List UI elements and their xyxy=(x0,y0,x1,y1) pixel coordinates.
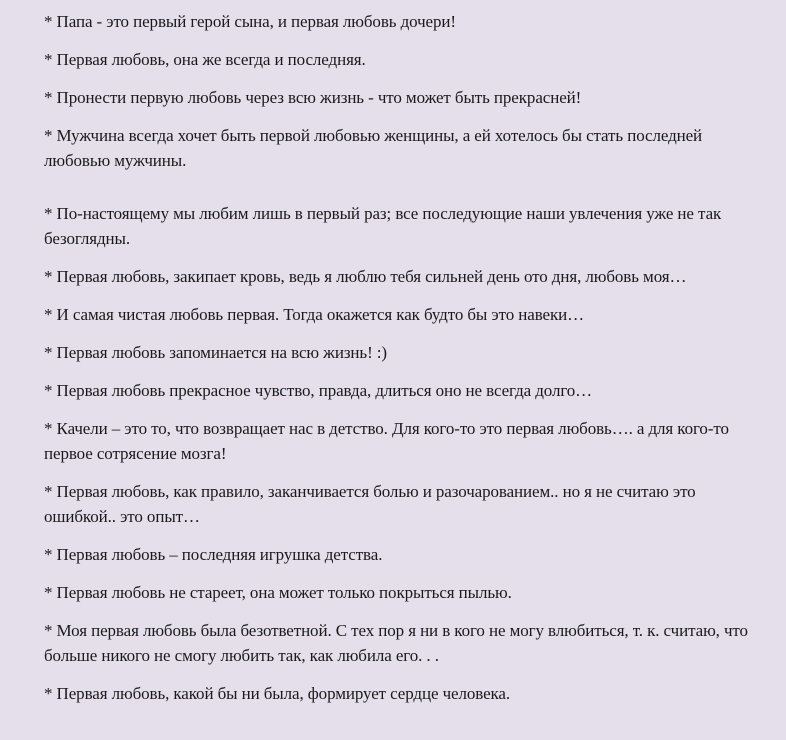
quote-item: * Первая любовь, как правило, заканчивается болью и разочарованием.. но я не считаю это ошибкой.. это опыт… xyxy=(44,482,696,526)
quote-item: * Моя первая любовь была безответной. С тех пор я ни в кого не могу влюбиться, т. к. считаю, что больше никого не смогу любить так, как любила его. . . xyxy=(44,621,748,665)
quote-item: * И самая чистая любовь первая. Тогда окажется как будто бы это навеки… xyxy=(44,305,585,324)
quote-item: * Мужчина всегда хочет быть первой любовью женщины, а ей хотелось бы стать последней любовью мужчины. xyxy=(44,126,703,170)
quote-item: * Первая любовь, закипает кровь, ведь я люблю тебя сильней день ото дня, любовь моя… xyxy=(44,267,687,286)
quote-item: * Первая любовь запоминается на всю жизнь! :) xyxy=(44,343,387,362)
quote-item: * Первая любовь не стареет, она может только покрыться пылью. xyxy=(44,583,512,602)
quote-item: * Первая любовь – последняя игрушка детства. xyxy=(44,545,383,564)
quote-item: * Первая любовь, какой бы ни была, формирует сердце человека. xyxy=(44,684,511,703)
quote-item: * По-настоящему мы любим лишь в первый раз; все последующие наши увлечения уже не так безоглядны. xyxy=(44,204,722,248)
quote-item: * Первая любовь прекрасное чувство, правда, длиться оно не всегда долго… xyxy=(44,381,593,400)
quote-item: * Пронести первую любовь через всю жизнь - что может быть прекрасней! xyxy=(44,88,582,107)
quote-item: * Первая любовь, она же всегда и последняя. xyxy=(44,50,366,69)
quote-item: * Качели – это то, что возвращает нас в детство. Для кого-то это первая любовь…. а для кого-то первое сотрясение мозга! xyxy=(44,419,729,463)
quote-item: * Папа - это первый герой сына, и первая любовь дочери! xyxy=(44,12,456,31)
